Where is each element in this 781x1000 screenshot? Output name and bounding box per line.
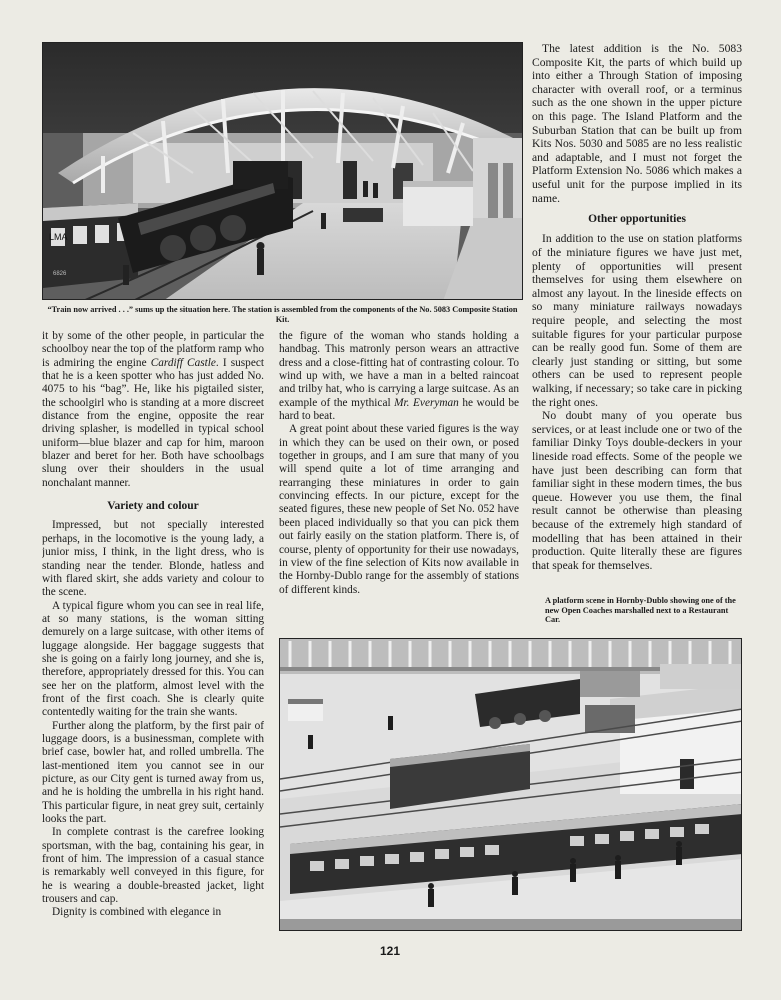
- middle-column: [279, 330, 519, 625]
- left-column: [42, 330, 264, 935]
- mr-everyman: Mr. Everyman: [394, 396, 459, 409]
- bottom-photo-caption: A platform scene in Hornby-Dublo showing one of the new Open Coaches marshalled next to a Restaurant Car.: [545, 596, 736, 625]
- text-run: . I suspect that he is a keen spotter who has just added No. 4075 to his “bag”. He, like his pigtailed sister, the schoolgirl who is standing at a more discreet distance from the engine, opposite the rear driving splasher, is modelled in typical school uniform—blue blazer and cap for him, maroon blazer and beret for her. Both have schoolbags slung over their shoulders in the usual nonchalant manner.: [42, 356, 264, 489]
- paragraph-varied-figures: A great point about these varied figures is the way in which they can be used on their own, or posed together in groups, and I am sure that many of you will spend quite a lot of time arranging and rearranging these miniatures in order to gain convincing effects. In our picture, except for the seated figures, these new people of Set No. 052 have been placed individually so that you can pick them out fairly easily on the station platform. There is, of course, plenty of opportunity for their use nowadays, in view of the fine selection of Kits now available in the Hornby-Dublo range for the assembly of stations of different kinds.: [279, 423, 519, 596]
- platform-scene-illustration: [280, 639, 742, 931]
- paragraph-schoolboy: [42, 330, 264, 490]
- text-run: he would be hard to beat.: [279, 396, 519, 423]
- paragraph-businessman: Further along the platform, by the first pair of luggage doors, is a businessman, complete with brief case, bowler hat, and rolled umbrella. The last-mentioned item you cannot see in our picture, as our City gent is turned away from us, and he is holding the umbrella in his right hand. This particular figure, in neat grey suit, certainly looks the part.: [42, 719, 264, 826]
- text-run: it by some of the other people, in particular the schoolboy near the top of the platform ramp who is admiring the engine: [42, 330, 264, 369]
- heading-other-opportunities: Other opportunities: [588, 213, 686, 226]
- coach-lettering: LMA: [49, 232, 68, 242]
- top-photo-caption: “Train now arrived . . .” sums up the situation here. The station is assembled from the components of the No. 5083 Composite Station Kit.: [47, 305, 518, 324]
- page-number: 121: [379, 944, 401, 958]
- paragraph-sportsman: In complete contrast is the carefree looking sportsman, with the bag, containing his gear, in front of him. The impression of a casual stance is remarkably well conveyed in this figure, for he is wearing a double-breasted jacket, light trousers and cap.: [42, 826, 264, 906]
- text-run: the figure of the woman who stands holding a handbag. This matronly person wears an attractive dress and a close-fitting hat of contrasting colour. To wind up with, we have a man in a belted raincoat and trilby hat, who is carrying a large suitcase. As an example of the mythical: [279, 330, 519, 409]
- coach-number: 6826: [53, 271, 67, 277]
- platform-photo: [279, 638, 742, 931]
- paragraph-bus-services: No doubt many of you operate bus services, or at least include one or two of the familiar Dinky Toys double-deckers in your lineside road effects. Some of the people we have just been describing can form that familiar sight in these modern times, the bus queue. However you use them, the final result cannot be otherwise than pleasing because of the extremely high standard of modelling that has been attained in their production. Quite literally these are figures that speak for themselves.: [532, 409, 742, 572]
- station-photo: [42, 42, 523, 300]
- paragraph-young-lady: Impressed, but not specially interested perhaps, in the locomotive is the young lady, a junior miss, I think, in the light dress, who is standing near the tender. Blonde, hatless and with flared skirt, she adds variety and colour to the scene.: [42, 519, 264, 599]
- heading-variety-colour: Variety and colour: [107, 500, 199, 513]
- paragraph-composite-kit: The latest addition is the No. 5083 Composite Kit, the parts of which build up into either a Through Station of imposing character with overall roof, or a terminus such as the one shown in the upper picture on this page. The Island Platform and the Suburban Station that can be built up from Kits Nos. 5030 and 5085 are no less realistic and adaptable, and I must not forget the Platform Extension No. 5086 which makes a useful unit for the purpose implied in its name.: [532, 42, 742, 205]
- engine-name: Cardiff Castle: [150, 356, 216, 369]
- paragraph-opportunities: In addition to the use on station platforms of the miniature figures we have just met, plenty of opportunities will present themselves for using them elsewhere on almost any layout. In the lineside effects on so many miniature railways nowadays require people, and selecting the most suitable figures for your particular purpose can be really good fun. Some of them are clearly just standing or sitting, but some others can be used to represent people walking, if necessary; so take care in picking the right ones.: [532, 232, 742, 409]
- station-scene-illustration: [43, 43, 523, 300]
- paragraph-dignity: Dignity is combined with elegance in: [52, 906, 222, 919]
- paragraph-woman-handbag: [279, 330, 519, 423]
- paragraph-woman-suitcase: A typical figure whom you can see in real life, at so many stations, is the woman sitting demurely on a large suitcase, with other items of luggage alongside. Her baggage suggests that she is going on a fairly long journey, and she is, therefore, appropriately dressed for this. You can see her on the platform, almost level with the front of the first coach. She is clearly quite contentedly waiting for the train she wants.: [42, 599, 264, 719]
- right-column-top: [532, 42, 742, 637]
